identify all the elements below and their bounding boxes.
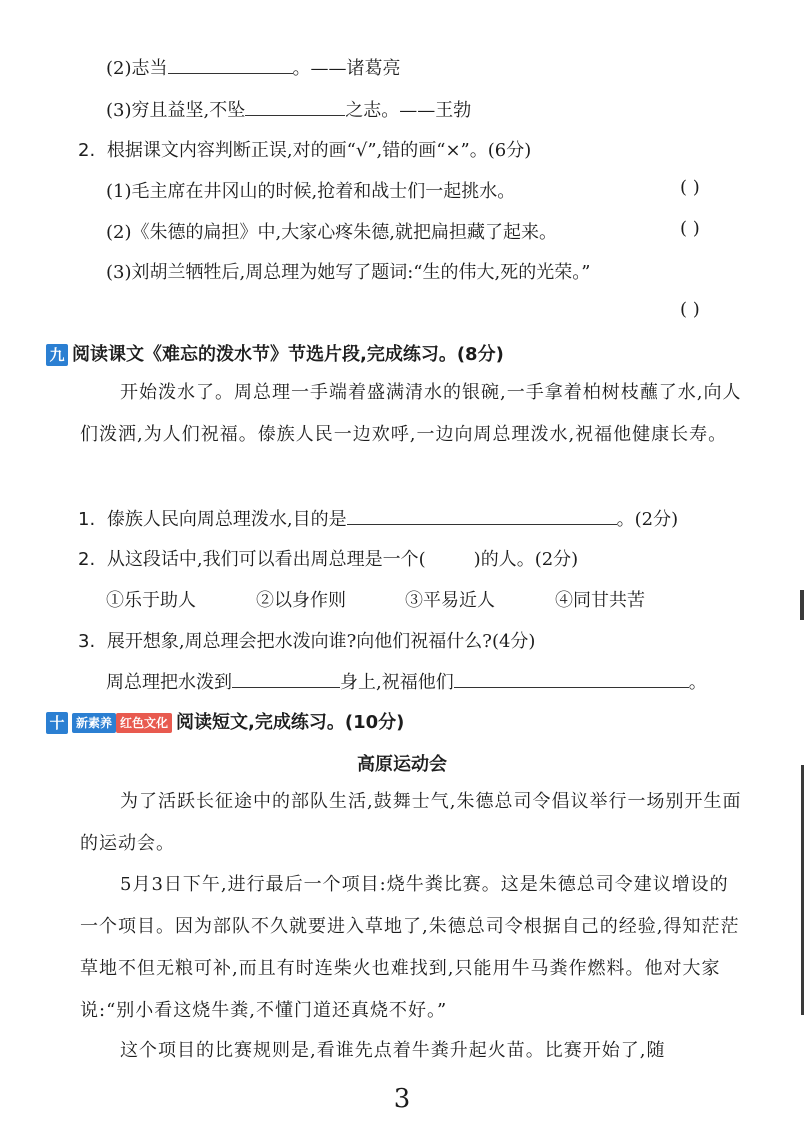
section-title: 阅读短文,完成练习。(10分): [176, 712, 405, 733]
article-paragraph-2: 5月3日下午,进行最后一个项目:烧牛粪比赛。这是朱德总司令建议增设的一个项目。因为部队不久就要进入草地了,朱德总司令根据自己的经验,得知茫茫草地不但无粮可补,而且有时连柴火也难找到,只能用牛马粪作燃料。他对大家说:“别小看这烧牛粪,不懂门道还真烧不好。”: [80, 874, 740, 1021]
option-3[interactable]: ③平易近人: [405, 590, 495, 611]
answer-blank[interactable]: [232, 669, 340, 688]
question-text: 傣族人民向周总理泼水,目的是: [106, 509, 347, 530]
answer-prefix: 周总理把水泼到: [106, 672, 232, 693]
fill-item-2: [106, 54, 401, 80]
question-text: 展开想象,周总理会把水泼向谁?向他们祝福什么?(4分): [106, 631, 536, 652]
option-4[interactable]: ④同甘共苦: [555, 590, 645, 611]
option-2[interactable]: ②以身作则: [256, 590, 346, 611]
edge-mark: [800, 590, 804, 620]
section-title: 阅读课文《难忘的泼水节》节选片段,完成练习。(8分): [72, 344, 504, 365]
answer-blank[interactable]: [454, 669, 689, 688]
fill-item-2-post: 。——诸葛亮: [292, 58, 401, 79]
question-number: 1.: [78, 509, 96, 530]
section-10-heading: [46, 708, 404, 734]
section-badge: 十: [46, 712, 68, 734]
answer-paren[interactable]: ( ): [680, 218, 700, 239]
statement-1: (1)毛主席在井冈山的时候,抢着和战士们一起挑水。: [106, 181, 516, 202]
question-text: 从这段话中,我们可以看出周总理是一个(: [106, 549, 426, 570]
passage: 开始泼水了。周总理一手端着盛满清水的银碗,一手拿着柏树枝蘸了水,向人们泼洒,为人们祝福。傣族人民一边欢呼,一边向周总理泼水,祝福他健康长寿。: [80, 382, 742, 445]
tag-red-culture: 红色文化: [116, 713, 172, 733]
fill-item-3: [106, 96, 471, 122]
article-title: 高原运动会: [357, 754, 447, 775]
section-9-heading: [46, 340, 504, 366]
answer-paren[interactable]: ( ): [680, 177, 700, 198]
question-suffix: 。(2分): [616, 509, 679, 530]
answer-paren[interactable]: ( ): [680, 299, 700, 320]
sec9-question-1: [78, 505, 678, 531]
article-paragraph-1: 为了活跃长征途中的部队生活,鼓舞士气,朱德总司令倡议举行一场别开生面的运动会。: [80, 791, 742, 854]
fill-item-3-pre: (3)穷且益坚,不坠: [106, 100, 246, 121]
fill-item-2-pre: (2)志当: [106, 58, 168, 79]
answer-middle: 身上,祝福他们: [340, 672, 454, 693]
question-suffix: )的人。(2分): [473, 549, 579, 570]
fill-item-3-post: 之志。——王勃: [345, 100, 472, 121]
answer-blank[interactable]: [168, 55, 293, 74]
tag-new-literacy: 新素养: [72, 713, 116, 733]
article-paragraph-3: 这个项目的比赛规则是,看谁先点着牛粪升起火苗。比赛开始了,随: [120, 1040, 666, 1061]
statement-2: (2)《朱德的扁担》中,大家心疼朱德,就把扁担藏了起来。: [106, 222, 557, 243]
sec9-answer-3: [106, 668, 707, 694]
answer-suffix: 。: [688, 672, 707, 693]
answer-blank[interactable]: [347, 506, 617, 525]
question-number: 2.: [78, 140, 96, 161]
section-badge: 九: [46, 344, 68, 366]
statement-3: (3)刘胡兰牺牲后,周总理为她写了题词:“生的伟大,死的光荣。”: [106, 262, 591, 283]
option-1[interactable]: ①乐于助人: [106, 590, 196, 611]
answer-blank[interactable]: [245, 97, 345, 116]
sec9-question-3: [78, 627, 535, 653]
question-number: 2.: [78, 549, 96, 570]
page-number: 3: [393, 1084, 411, 1114]
question-text: 根据课文内容判断正误,对的画“√”,错的画“×”。(6分): [106, 140, 532, 161]
sec9-question-2: [78, 545, 578, 571]
question-2: [78, 136, 531, 162]
question-number: 3.: [78, 631, 96, 652]
